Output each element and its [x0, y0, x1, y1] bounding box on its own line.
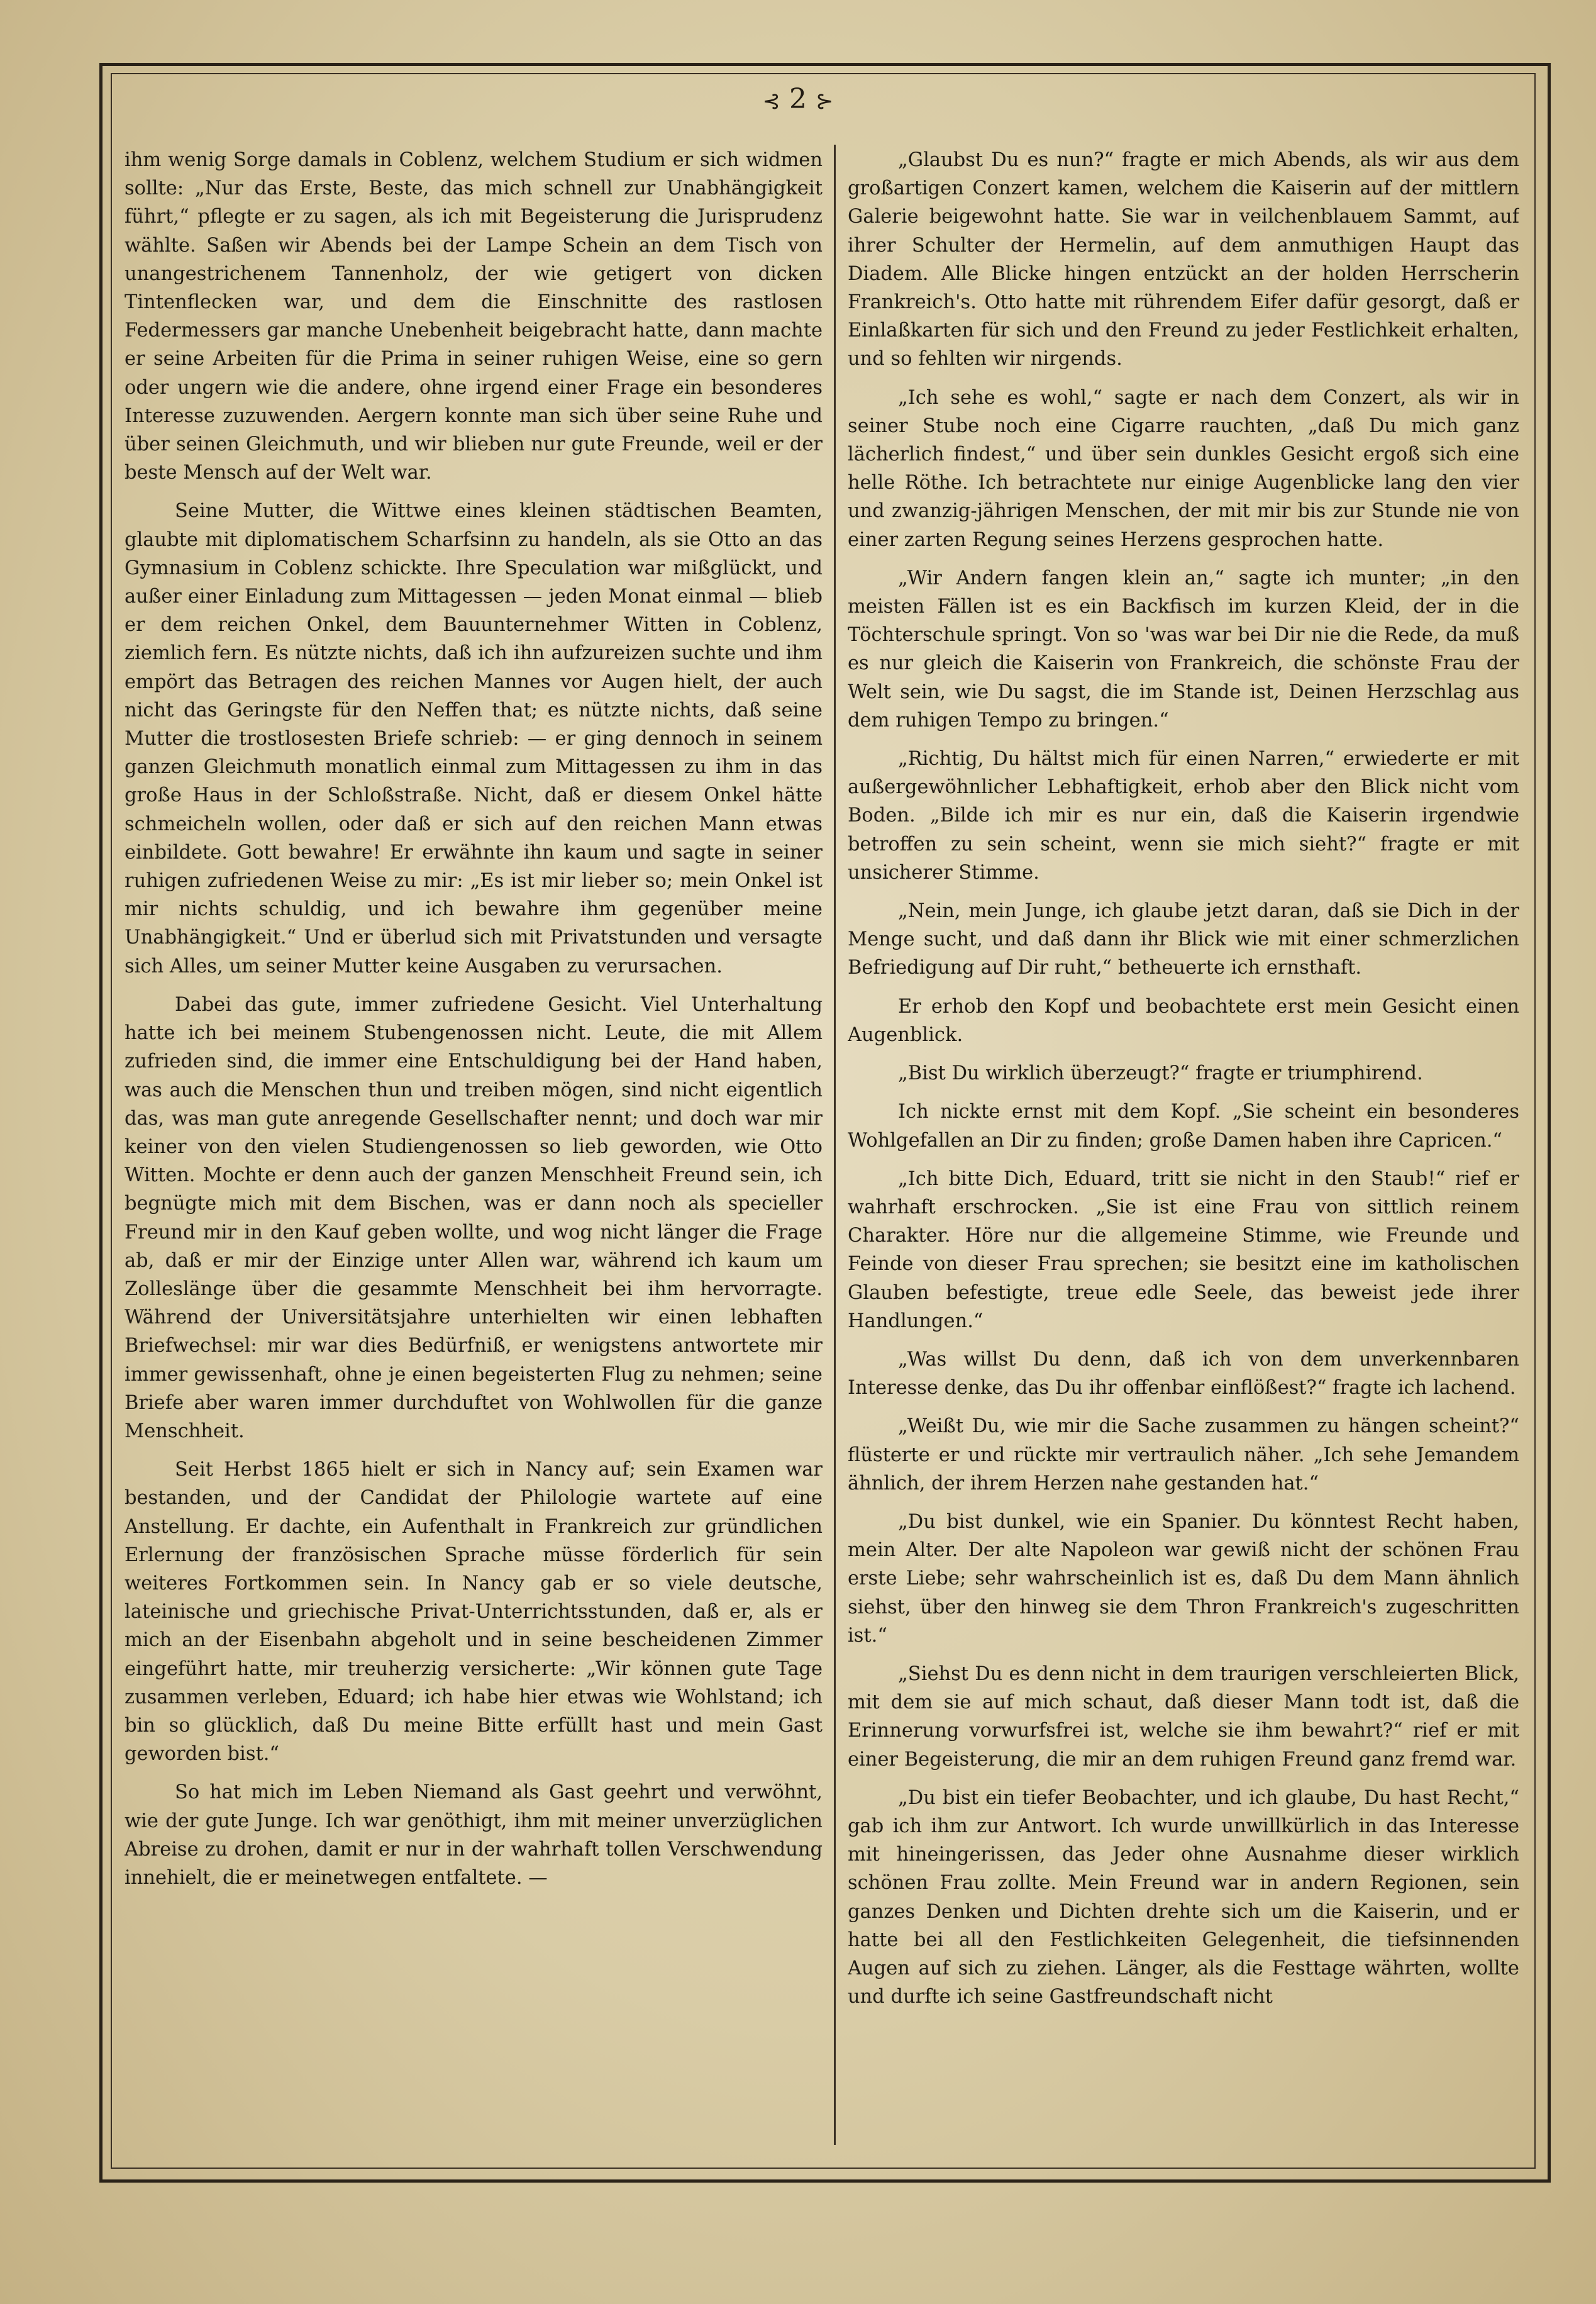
paragraph: „Weißt Du, wie mir die Sache zusammen zu hängen scheint?“ flüsterte er und rückte mir vertraulich näher. „Ich sehe Jemandem ähnlich, der ihrem Herzen nahe gestanden hat.“	[848, 1415, 1519, 1494]
paragraph: „Ich sehe es wohl,“ sagte er nach dem Conzert, als wir in seiner Stube noch eine Cigarre rauchten, „daß Du mich ganz lächerlich findest,“ und über sein dunkles Gesicht ergoß sich eine helle Röthe. Ich betrachtete nur einige Augenblicke lang den vier und zwanzig-jährigen Menschen, der mit mir bis zur Stunde nie von einer zarten Regung seines Herzens gesprochen hatte.	[848, 386, 1519, 551]
paragraph: Er erhob den Kopf und beobachtete erst mein Gesicht einen Augenblick.	[848, 995, 1519, 1046]
ornament-left-icon: ⊰	[762, 89, 780, 114]
paragraph: „Glaubst Du es nun?“ fragte er mich Abends, als wir aus dem großartigen Conzert kamen, welchem die Kaiserin auf der mittlern Galerie beigewohnt hatte. Sie war in veilchenblauem Sammt, auf ihrer Schulter der Hermelin, auf dem anmuthigen Haupt das Diadem. Alle Blicke hingen entzückt an der holden Herrscherin Frankreich's. Otto hatte mit rührendem Eifer dafür gesorgt, daß er Einlaßkarten für sich und den Freund zu jeder Festlichkeit erhalten, und so fehlten wir nirgends.	[848, 149, 1519, 370]
paragraph: Ich nickte ernst mit dem Kopf. „Sie scheint ein besonderes Wohlgefallen an Dir zu finden; große Damen haben ihre Capricen.“	[848, 1101, 1519, 1152]
paragraph: Seit Herbst 1865 hielt er sich in Nancy auf; sein Examen war bestanden, und der Candidat der Philologie wartete auf eine Anstellung. Er dachte, ein Aufenthalt in Frankreich zur gründlichen Erlernung der französischen Sprache müsse förderlich für sein weiteres Fortkommen sein. In Nancy gab er so viele deutsche, lateinische und griechische Privat-Unterrichtsstunden, daß er, als er mich an der Eisenbahn abgeholt und in seine bescheidenen Zimmer eingeführt hatte, mir treuherzig versicherte: „Wir können gute Tage zusammen verleben, Eduard; ich habe hier etwas wie Wohlstand; ich bin so glücklich, daß Du meine Bitte erfüllt hast und mein Gast geworden bist.“	[125, 1459, 823, 1766]
page-number	[735, 83, 861, 127]
paragraph: „Ich bitte Dich, Eduard, tritt sie nicht in den Staub!“ rief er wahrhaft erschrocken. „Sie ist eine Frau von sittlich reinem Charakter. Höre nur die allgemeine Stimme, wie Freunde und Feinde von dieser Frau sprechen; sie besitzt eine im katholischen Glauben befestigte, treue edle Seele, das beweist jede ihrer Handlungen.“	[848, 1167, 1519, 1332]
paragraph: So hat mich im Leben Niemand als Gast geehrt und verwöhnt, wie der gute Junge. Ich war genöthigt, ihm mit meiner unverzüglichen Abreise zu drohen, damit er nur in der wahrhaft tollen Verschwendung innehielt, die er meinetwegen entfaltete. —	[125, 1781, 823, 1889]
ornament-right-icon: ⊱	[816, 89, 834, 114]
paragraph: „Du bist ein tiefer Beobachter, und ich glaube, Du hast Recht,“ gab ich ihm zur Antwort. Ich wurde unwillkürlich in das Interesse mit hineingerissen, das Jeder ohne Ausnahme dieser wirklich schönen Frau zollte. Mein Freund war in andern Regionen, sein ganzes Denken und Dichten drehte sich um die Kaiserin, und er hatte bei all den Festlichkeiten Gelegenheit, die tiefsinnenden Augen auf sich zu ziehen. Länger, als die Festtage währten, wollte und durfte ich seine Gastfreundschaft nicht	[848, 1786, 1519, 2008]
paragraph: „Was willst Du denn, daß ich von dem unverkennbaren Interesse denke, das Du ihr offenbar einflößest?“ fragte ich lachend.	[848, 1348, 1519, 1400]
paragraph: Seine Mutter, die Wittwe eines kleinen städtischen Beamten, glaubte mit diplomatischem Scharfsinn zu handeln, als sie Otto an das Gymnasium in Coblenz schickte. Ihre Speculation war mißglückt, und außer einer Einladung zum Mittagessen — jeden Monat einmal — blieb er dem reichen Onkel, dem Bauunternehmer Witten in Coblenz, ziemlich fern. Es nützte nichts, daß ich ihn aufzureizen suchte und ihm empört das Betragen des reichen Mannes vor Augen hielt, der auch nicht das Geringste für den Neffen that; es nützte nichts, daß seine Mutter die trostlosesten Briefe schrieb: — er ging dennoch in seinem ganzen Gleichmuth monatlich einmal zum Mittagessen zu ihm in das große Haus in der Schloßstraße. Nicht, daß er diesem Onkel hätte schmeicheln wollen, oder daß er sich auf den reichen Mann etwas einbildete. Gott bewahre! Er erwähnte ihn kaum und sagte in seiner ruhigen zufriedenen Weise zu mir: „Es ist mir lieber so; mein Onkel ist mir nichts schuldig, und ich bewahre ihm gegenüber meine Unabhängigkeit.“ Und er überlud sich mit Privatstunden und versagte sich Alles, um seiner Mutter keine Ausgaben zu verursachen.	[125, 500, 823, 977]
paragraph: „Siehst Du es denn nicht in dem traurigen verschleierten Blick, mit dem sie auf mich schaut, daß dieser Mann todt ist, daß die Erinnerung vorwurfsfrei ist, welche sie ihm bewahrt?“ rief er mit einer Begeisterung, die mir an dem ruhigen Freund ganz fremd war.	[848, 1662, 1519, 1771]
page-number-value: 2	[789, 83, 807, 115]
paragraph: Dabei das gute, immer zufriedene Gesicht. Viel Unterhaltung hatte ich bei meinem Stubengenossen nicht. Leute, die mit Allem zufrieden sind, die immer eine Entschuldigung bei der Hand haben, was auch die Menschen thun und treiben mögen, sind nicht eigentlich das, was man gute anregende Gesellschafter nennt; und doch war mir keiner von den vielen Studiengenossen so lieb geworden, wie Otto Witten. Mochte er denn auch der ganzen Menschheit Freund sein, ich begnügte mich mit dem Bischen, was er dann noch als specieller Freund mir in den Kauf geben wollte, und wog nicht länger die Frage ab, daß er mir der Einzige unter Allen war, während ich kaum um Zolleslänge über die gesammte Menschheit bei ihm hervorragte. Während der Universitätsjahre unterhielten wir einen lebhaften Briefwechsel: mir war dies Bedürfniß, er wenigstens antwortete mir immer gewissenhaft, ohne je einen begeisterten Flug zu nehmen; seine Briefe aber waren immer durchduftet von Wohlwollen für die ganze Menschheit.	[125, 993, 823, 1442]
paragraph: „Richtig, Du hältst mich für einen Narren,“ erwiederte er mit außergewöhnlicher Lebhaftigkeit, erhob aber den Blick nicht vom Boden. „Bilde ich mir es nur ein, daß die Kaiserin irgendwie betroffen zu sein scheint, wenn sie mich sieht?“ fragte er mit unsicherer Stimme.	[848, 748, 1519, 884]
paragraph: „Bist Du wirklich überzeugt?“ fragte er triumphirend.	[898, 1062, 1423, 1085]
paragraph: „Wir Andern fangen klein an,“ sagte ich munter; „in den meisten Fällen ist es ein Backfisch im kurzen Kleid, der in die Töchterschule springt. Von so 'was war bei Dir nie die Rede, da muß es nur gleich die Kaiserin von Frankreich, die schönste Frau der Welt sein, wie Du sagst, die im Stande ist, Deinen Herzschlag aus dem ruhigen Tempo zu bringen.“	[848, 567, 1519, 732]
left-column	[125, 146, 823, 2146]
column-divider	[834, 145, 836, 2145]
right-column	[848, 146, 1519, 2146]
paragraph: „Nein, mein Junge, ich glaube jetzt daran, daß sie Dich in der Menge sucht, und daß dann ihr Blick wie mit einer schmerzlichen Befriedigung auf Dir ruht,“ betheuerte ich ernsthaft.	[848, 900, 1519, 979]
paragraph: „Du bist dunkel, wie ein Spanier. Du könntest Recht haben, mein Alter. Der alte Napoleon war gewiß nicht der schönen Frau erste Liebe; sehr wahrscheinlich ist es, daß Du dem Mann ähnlich siehst, über den hinweg sie dem Thron Frankreich's zugeschritten ist.“	[848, 1510, 1519, 1647]
paragraph: ihm wenig Sorge damals in Coblenz, welchem Studium er sich widmen sollte: „Nur das Erste, Beste, das mich schnell zur Unabhängigkeit führt,“ pflegte er zu sagen, als ich mit Begeisterung die Jurisprudenz wählte. Saßen wir Abends bei der Lampe Schein an dem Tisch von unangestrichenem Tannenholz, der wie getigert von dicken Tintenflecken war, und dem die Einschnitte des rastlosen Federmessers gar manche Unebenheit beigebracht hatte, dann machte er seine Arbeiten für die Prima in seiner ruhigen Weise, eine so gern oder ungern wie die andere, ohne irgend einer Frage ein besonderes Interesse zuzuwenden. Aergern konnte man sich über seine Ruhe und über seinen Gleichmuth, und wir blieben nur gute Freunde, weil er der beste Mensch auf der Welt war.	[125, 149, 823, 484]
